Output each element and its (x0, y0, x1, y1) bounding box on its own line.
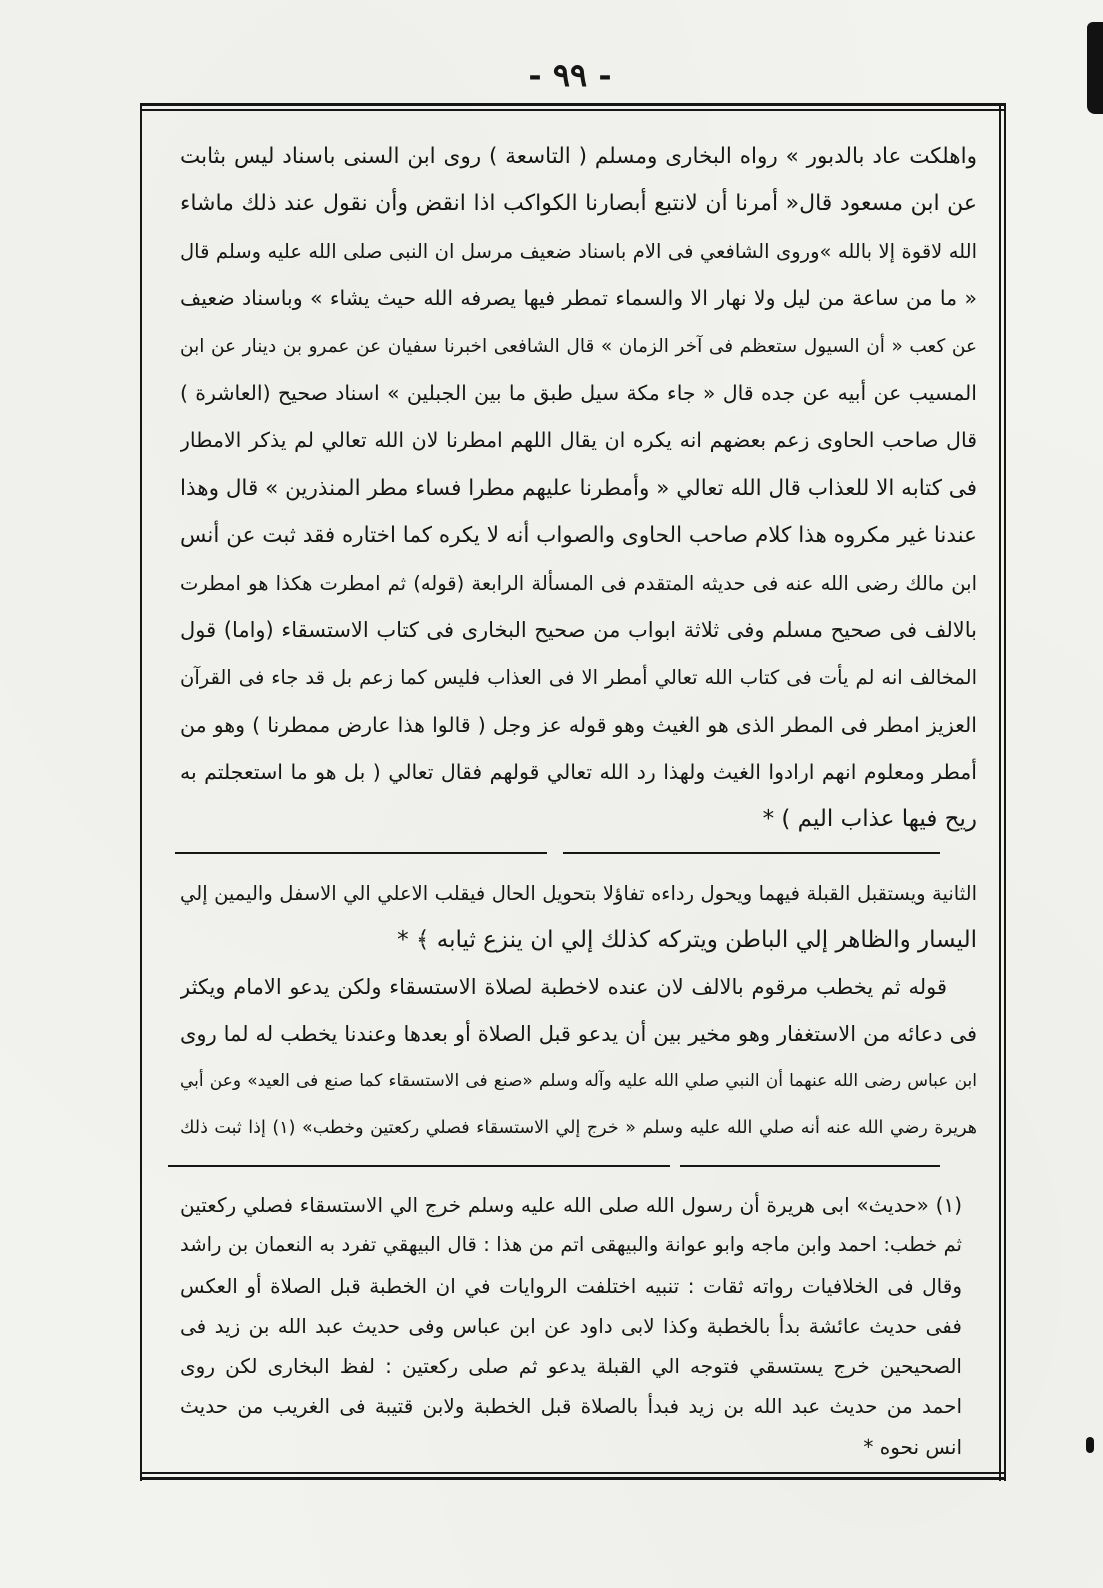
frame-top-rule-thick (140, 103, 1006, 106)
commentary-line: العزيز امطر فى المطر الذى هو الغيث وهو قوله عز وجل ( قالوا هذا عارض ممطرنا ) وهو من (180, 712, 977, 737)
section-divider (175, 852, 547, 854)
commentary-line: فى كتابه الا للعذاب قال الله تعالي « وأمطرنا عليهم مطرا فساء مطر المنذرين » قال وهذا (180, 475, 977, 501)
frame-bottom-rule-thick (140, 1477, 1006, 1480)
frame-bottom-rule-thin (140, 1472, 1006, 1474)
footnote-line: الصحيحين خرج يستسقي فتوجه الي القبلة يدعو ثم صلى ركعتين : لفظ البخارى لكن روى (180, 1354, 962, 1379)
commentary-line: ابن مالك رضى الله عنه فى حديثه المتقدم فى المسألة الرابعة (قوله) ثم امطرت هكذا هو امطرت (180, 571, 977, 595)
page-number: - ٩٩ - (528, 56, 612, 94)
commentary-line: واهلكت عاد بالدبور » رواه البخارى ومسلم ( التاسعة ) روى ابن السنى باسناد ليس بثابت (180, 144, 977, 169)
commentary-line: بالالف فى صحيح مسلم وفى ثلاثة ابواب من صحيح البخارى فى كتاب الاستسقاء (واما) قول (180, 617, 977, 642)
footnote-line: ثم خطب: احمد وابن ماجه وابو عوانة والبيهقى اتم من هذا : قال البيهقي تفرد به النعمان بن راشد (180, 1233, 962, 1257)
footnote-line: وقال فى الخلافيات رواته ثقات : تنبيه اختلفت الروايات في ان الخطبة قبل الصلاة أو العكس (180, 1273, 962, 1298)
text-line: فى دعائه من الاستغفار وهو مخير بين أن يدعو قبل الصلاة أو بعدها وعندنا يخطب له لما روى (180, 1022, 977, 1046)
footnote-block (180, 1185, 962, 1467)
footnote-line: ففى حديث عائشة بدأ بالخطبة وكذا لابى داود عن ابن عباس وفى حديث عبد الله بن زيد فى (180, 1313, 962, 1338)
text-line: هريرة رضي الله عنه أنه صلي الله عليه وسلم « خرج إلي الاستسقاء فصلي ركعتين وخطب» (١) إذا ثبت ذلك (180, 1118, 977, 1138)
commentary-line: قال صاحب الحاوى زعم بعضهم انه يكره ان يقال اللهم امطرنا لان الله تعالي لم يذكر الامطار (180, 428, 977, 453)
footnote-line: (١) «حديث» ابى هريرة أن رسول الله صلى الله عليه وسلم خرج الي الاستسقاء فصلي ركعتين (180, 1193, 962, 1217)
commentary-line: عندنا غير مكروه هذا كلام صاحب الحاوى والصواب أنه لا يكره كما اختاره فقد ثبت عن أنس (180, 523, 977, 549)
text-line: اليسار والظاهر إلي الباطن ويتركه كذلك إلي ان ينزع ثيابه ﴾ * (397, 927, 977, 953)
frame-right-border-inner (999, 103, 1001, 1481)
footnote-line: احمد من حديث عبد الله بن زيد فبدأ بالصلاة قبل الخطبة ولابن قتيبة فى الغريب من حديث (180, 1394, 962, 1419)
main-text-block (180, 870, 977, 1152)
scan-speck (1086, 1437, 1094, 1453)
commentary-line: « ما من ساعة من ليل ولا نهار الا والسماء تمطر فيها يصرفه الله حيث يشاء » وباسناد ضعيف (180, 286, 977, 311)
commentary-line: ريح فيها عذاب اليم ) * (762, 806, 977, 833)
footnote-line: انس نحوه * (863, 1434, 962, 1459)
commentary-block (180, 133, 977, 844)
commentary-line: المسيب عن أبيه عن جده قال « جاء مكة سيل طبق ما بين الجبلين » اسناد صحيح (العاشرة ) (180, 380, 977, 405)
text-line: الثانية ويستقبل القبلة فيهما ويحول رداءه تفاؤلا بتحويل الحال فيقلب الاعلي الي الاسفل واليمين إلي (180, 882, 977, 905)
frame-left-border (140, 103, 142, 1481)
text-line: قوله ثم يخطب مرقوم بالالف لان عنده لاخطبة لصلاة الاستسقاء ولكن يدعو الامام ويكثر (180, 975, 947, 999)
commentary-line: الله لاقوة إلا بالله »وروى الشافعي فى الام باسناد ضعيف مرسل ان النبى صلى الله عليه وسلم قال (180, 239, 977, 263)
footnote-divider (168, 1165, 670, 1167)
commentary-line: عن كعب « أن السيول ستعظم فى آخر الزمان » قال الشافعى اخبرنا سفيان عن عمرو بن دينار عن ابن (180, 335, 977, 357)
frame-top-rule-thin (140, 109, 1006, 111)
footnote-divider (680, 1165, 940, 1167)
frame-right-border-outer (1004, 103, 1006, 1481)
commentary-line: المخالف انه لم يأت فى كتاب الله تعالي أمطر الا فى العذاب فليس كما زعم بل قد جاء فى القرآن (180, 666, 977, 690)
commentary-line: أمطر ومعلوم انهم ارادوا الغيث ولهذا رد الله تعالي قولهم فقال تعالي ( بل هو ما استعجلتم به (180, 760, 977, 785)
commentary-line: عن ابن مسعود قال« أمرنا أن لانتبع أبصارنا الكواكب اذا انقض وأن نقول عند ذلك ماشاء (180, 191, 977, 217)
scan-edge-mark (1087, 22, 1103, 114)
text-line: ابن عباس رضى الله عنهما أن النبي صلي الله عليه وآله وسلم «صنع فى الاستسقاء كما صنع فى العيد» وعن أبي (180, 1071, 977, 1091)
section-divider (563, 852, 940, 854)
